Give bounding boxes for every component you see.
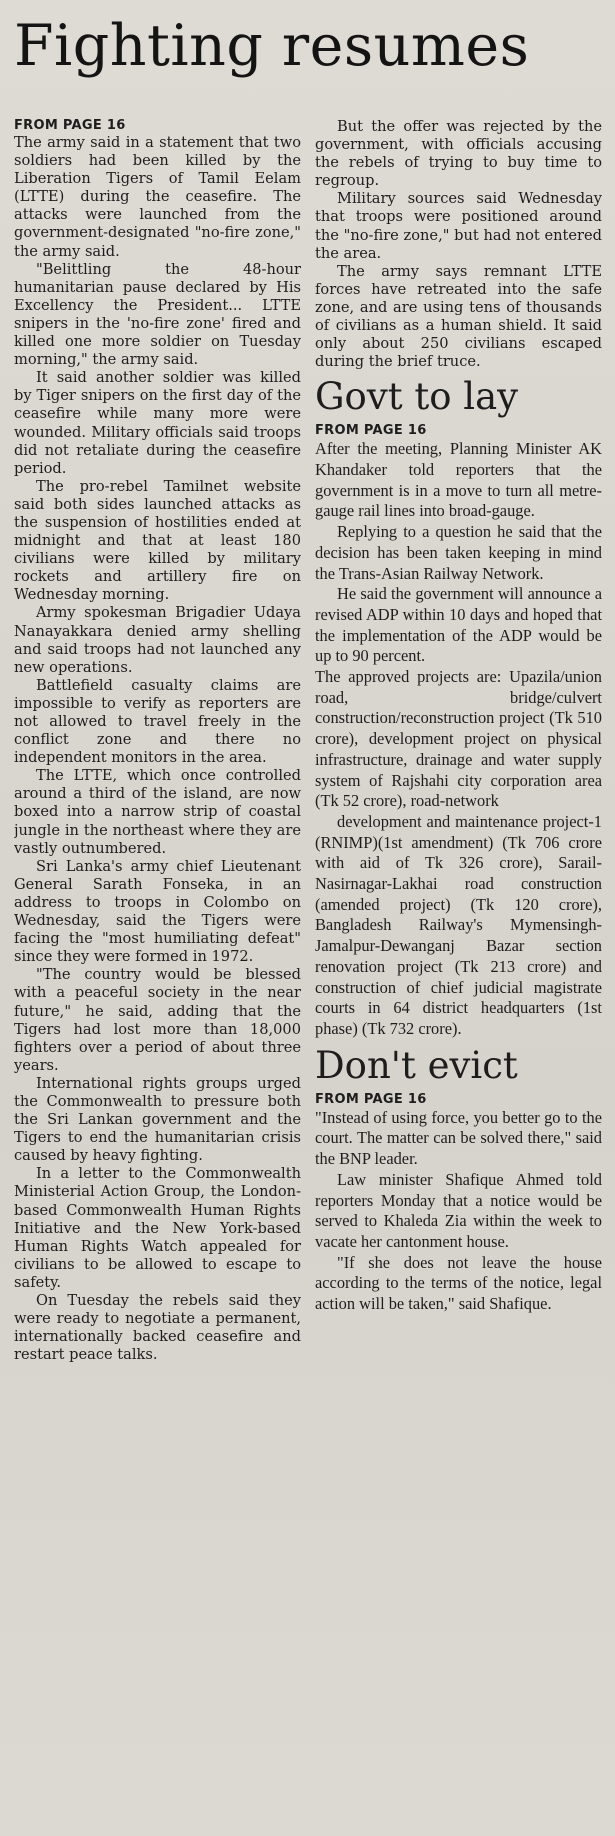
article1-paragraph: In a letter to the Commonwealth Ministerial Action Group, the London-based Commonwealth Human Rights Initiative and the New York-based Human Rights Watch appealed for civilians to be allowed to escape to safety. bbox=[14, 1165, 301, 1291]
left-column bbox=[14, 118, 301, 1828]
article2-paragraph: development and maintenance project-1 (RNIMP)(1st amendment) (Tk 706 crore with aid of Tk 326 crore), Sarail-Nasirnagar-Lakhai road construction (amended project) (Tk 120 crore), Bangladesh Railway's Mymensingh-Jamalpur-Dewanganj Bazar section renovation project (Tk 213 crore) and construction of chief judicial magistrate courts in 64 district headquarters (1st phase) (Tk 732 crore). bbox=[315, 811, 602, 1038]
article1-paragraph: Battlefield casualty claims are impossible to verify as reporters are not allowed to travel freely in the conflict zone and there no independent monitors in the area. bbox=[14, 676, 301, 767]
article2-paragraph: Replying to a question he said that the decision has been taken keeping in mind the Trans-Asian Railway Network. bbox=[315, 522, 602, 583]
article3-paragraph: "Instead of using force, you better go to the court. The matter can be solved there," said the BNP leader. bbox=[315, 1107, 602, 1169]
article2-paragraph: After the meeting, Planning Minister AK Khandaker told reporters that the government is in a move to turn all metre-gauge rail lines into broad-gauge. bbox=[315, 439, 602, 521]
article1-paragraph: The army said in a statement that two soldiers had been killed by the Liberation Tigers of Tamil Eelam (LTTE) during the ceasefire. The attacks were launched from the government-designated "no-fire zone," the army said. bbox=[14, 134, 301, 260]
article1-paragraph: The army says remnant LTTE forces have retreated into the safe zone, and are using tens of thousands of civilians as a human shield. It said only about 250 civilians escaped during the brief truce. bbox=[315, 262, 602, 371]
article1-paragraph: Military sources said Wednesday that troops were positioned around the "no-fire zone," but had not entered the area. bbox=[315, 190, 602, 262]
article2-paragraph: He said the government will announce a revised ADP within 10 days and hoped that the implementation of the ADP would be up to 90 percent. bbox=[315, 584, 602, 666]
article1-paragraph: The LTTE, which once controlled around a third of the island, are now boxed into a narrow strip of coastal jungle in the northeast where they are vastly outnumbered. bbox=[14, 767, 301, 857]
article-columns bbox=[14, 118, 603, 1828]
main-headline: Fighting resumes bbox=[14, 13, 530, 79]
article1-paragraph: It said another soldier was killed by Tiger snipers on the first day of the ceasefire while many more were wounded. Military officials said troops did not retaliate during the ceasefire period. bbox=[14, 369, 301, 477]
article1-paragraph: Sri Lanka's army chief Lieutenant General Sarath Fonseka, in an address to troops in Colombo on Wednesday, said the Tigers were facing the "most humiliating defeat" since they were formed in 1972. bbox=[14, 857, 301, 966]
article1-paragraph: "Belittling the 48-hour humanitarian pause declared by His Excellency the President... LTTE snipers in the 'no-fire zone' fired and killed one more soldier on Tuesday morning," the army said. bbox=[14, 260, 301, 369]
article1-paragraph: On Tuesday the rebels said they were ready to negotiate a permanent, internationally backed ceasefire and restart peace talks. bbox=[14, 1292, 301, 1364]
article1-kicker: FROM PAGE 16 bbox=[14, 118, 126, 133]
article3-kicker: FROM PAGE 16 bbox=[315, 1091, 427, 1107]
article1-paragraph: The pro-rebel Tamilnet website said both sides launched attacks as the suspension of hostilities ended at midnight and that at least 180 civilians were killed by military rockets and artillery fire on Wednesday morning. bbox=[14, 477, 301, 604]
article1-paragraph: But the offer was rejected by the government, with officials accusing the rebels of trying to buy time to regroup. bbox=[315, 118, 602, 190]
article1-paragraph: International rights groups urged the Commonwealth to pressure both the Sri Lankan government and the Tigers to end the humanitarian crisis caused by heavy fighting. bbox=[14, 1074, 301, 1165]
article1-continuation bbox=[315, 118, 602, 371]
article2-paragraph: The approved projects are: Upazila/union road, bridge/culvert construction/reconstruction project (Tk 510 crore), development project on physical infrastructure, drainage and water supply system of Rajshahi city corporation area (Tk 52 crore), road-network bbox=[315, 667, 602, 811]
right-column bbox=[315, 118, 602, 1828]
article2-kicker: FROM PAGE 16 bbox=[315, 423, 427, 439]
article2-headline: Govt to lay bbox=[315, 375, 519, 419]
article3-paragraph: "If she does not leave the house according to the terms of the notice, legal action will be taken," said Shafique. bbox=[315, 1252, 602, 1314]
article1-paragraph: "The country would be blessed with a peaceful society in the near future," he said, adding that the Tigers had lost more than 18,000 fighters over a period of about three years. bbox=[14, 966, 301, 1074]
article1-paragraph: Army spokesman Brigadier Udaya Nanayakkara denied army shelling and said troops had not launched any new operations. bbox=[14, 604, 301, 676]
article3-paragraph: Law minister Shafique Ahmed told reporters Monday that a notice would be served to Khaleda Zia within the week to vacate her cantonment house. bbox=[315, 1169, 602, 1251]
article3-headline: Don't evict bbox=[315, 1043, 518, 1087]
